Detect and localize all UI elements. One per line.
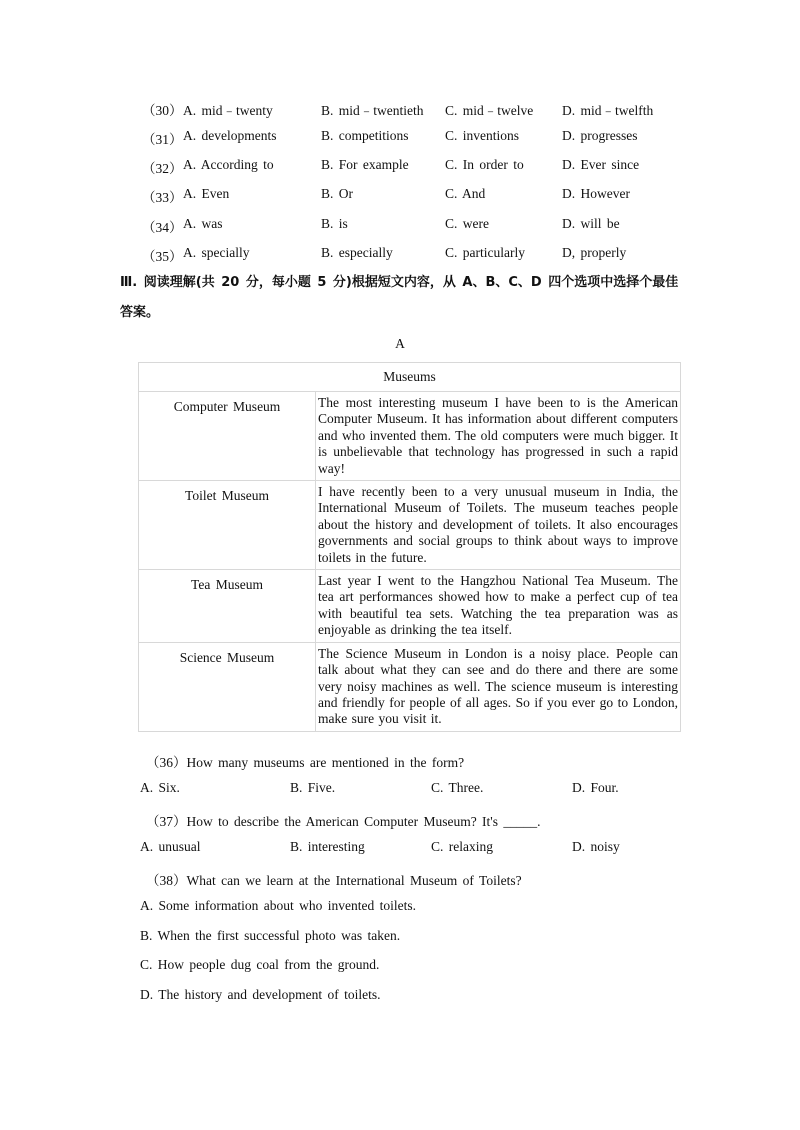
choice-b: B. interesting	[290, 839, 365, 854]
option-d: D. will be	[562, 216, 620, 231]
choice-c: C. Three.	[431, 780, 484, 795]
museum-name: Science Museum	[139, 642, 316, 731]
cloze-option-row	[0, 245, 800, 265]
option-c: C. inventions	[445, 128, 520, 143]
option-b: B. is	[321, 216, 348, 231]
cloze-option-row	[0, 186, 800, 206]
cloze-option-row	[0, 157, 800, 177]
museums-table	[138, 362, 681, 732]
section-heading: Ⅲ. 阅读理解(共 20 分，每小题 5 分)根据短文内容，从 A、B、C、D 四个选项中选择个最佳答案。	[120, 275, 679, 320]
choice-c: C. How people dug coal from the ground.	[140, 957, 380, 972]
option-a: A. developments	[183, 128, 277, 143]
option-c: C. And	[445, 186, 486, 201]
cloze-option-row	[0, 128, 800, 148]
option-b: B. Or	[321, 186, 353, 201]
cloze-option-row	[0, 216, 800, 236]
option-b: B. competitions	[321, 128, 409, 143]
question-number: （31）	[142, 132, 183, 147]
choice-d: D. Four.	[572, 780, 619, 795]
museum-name: Tea Museum	[139, 570, 316, 643]
museum-description: Last year I went to the Hangzhou National Tea Museum. The tea art performances showed how to make a perfect cup of tea with beautiful tea sets. Watching the tea preparation was as enjoyable as drinking the tea itself.	[316, 570, 681, 643]
choice-d: D. The history and development of toilets.	[140, 987, 381, 1002]
option-d: D, properly	[562, 245, 627, 260]
option-b: B. especially	[321, 245, 393, 260]
option-d: D. mid﹣twelfth	[562, 103, 654, 118]
option-c: C. In order to	[445, 157, 524, 172]
table-row	[139, 570, 681, 643]
choice-row	[0, 780, 800, 800]
option-b: B. For example	[321, 157, 409, 172]
option-b: B. mid﹣twentieth	[321, 103, 424, 118]
choice-b: B. When the first successful photo was taken.	[140, 928, 401, 943]
option-a: A. Even	[183, 186, 230, 201]
option-c: C. were	[445, 216, 489, 231]
museum-description: The Science Museum in London is a noisy place. People can talk about what they can see and do there and there are some very noisy machines as well. The science museum is interesting and friendly for people of all ages. So if you ever go to London, make sure you visit it.	[316, 642, 681, 731]
option-a: A. specially	[183, 245, 250, 260]
choice-d: D. noisy	[572, 839, 620, 854]
choice-a: A. Six.	[140, 780, 180, 795]
option-a: A. According to	[183, 157, 274, 172]
question-number: （34）	[142, 220, 183, 235]
museum-name: Toilet Museum	[139, 481, 316, 570]
table-caption: Museums	[139, 363, 681, 392]
question-number: （32）	[142, 161, 183, 176]
choice-c: C. relaxing	[431, 839, 493, 854]
option-d: D. Ever since	[562, 157, 640, 172]
passage-letter: A	[395, 336, 405, 351]
option-d: D. progresses	[562, 128, 638, 143]
option-a: A. mid﹣twenty	[183, 103, 273, 118]
choice-row	[0, 839, 800, 859]
question-number: （33）	[142, 190, 183, 205]
question-stem: （38）What can we learn at the International Museum of Toilets?	[146, 873, 522, 888]
museum-description: I have recently been to a very unusual museum in India, the International Museum of Toilets. The museum teaches people about the history and development of toilets. It also encourages governments and social groups to think about ways to improve toilets in the future.	[316, 481, 681, 570]
choice-a: A. unusual	[140, 839, 201, 854]
question-stem: （36）How many museums are mentioned in the form?	[146, 755, 465, 770]
table-row	[139, 481, 681, 570]
option-c: C. particularly	[445, 245, 525, 260]
question-stem: （37）How to describe the American Computer Museum? It's _____.	[146, 814, 541, 829]
choice-a: A. Some information about who invented toilets.	[140, 898, 416, 913]
question-number: （30）	[142, 103, 183, 118]
museum-name: Computer Museum	[139, 392, 316, 481]
option-c: C. mid﹣twelve	[445, 103, 534, 118]
option-d: D. However	[562, 186, 630, 201]
choice-b: B. Five.	[290, 780, 336, 795]
table-row	[139, 642, 681, 731]
option-a: A. was	[183, 216, 223, 231]
question-number: （35）	[142, 249, 183, 264]
cloze-option-row	[0, 99, 800, 119]
table-row	[139, 392, 681, 481]
museum-description: The most interesting museum I have been to is the American Computer Museum. It has information about different computers and who invented them. The old computers were much bigger. It is unbelievable that technology has progressed in such a rapid way!	[316, 392, 681, 481]
